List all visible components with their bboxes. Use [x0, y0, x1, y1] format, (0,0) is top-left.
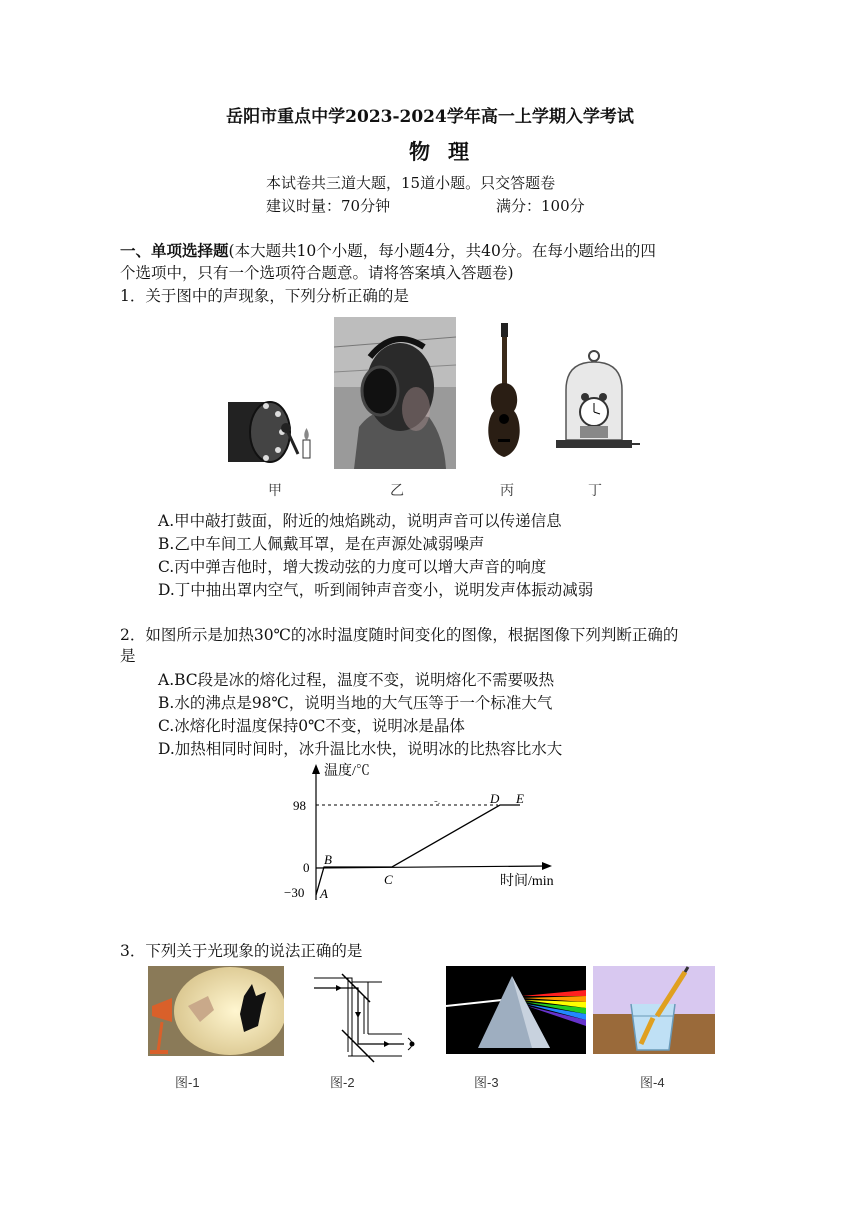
fig-label-yi: 乙 [390, 483, 404, 499]
exam-title: 岳阳市重点中学2023-2024学年高一上学期入学考试 [226, 107, 634, 127]
fig-label-bing: 丙 [500, 483, 514, 499]
worker-earmuff-photo [334, 317, 456, 469]
guitar-figure [484, 323, 524, 463]
section-heading: 一、单项选择题 [120, 241, 229, 260]
q2-option-a: A.BC段是冰的熔化过程，温度不变，说明熔化不需要吸热 [158, 671, 555, 689]
time-limit: 建议时量：70分钟 [266, 197, 391, 215]
glass [631, 1004, 675, 1050]
candle-flame [304, 428, 309, 440]
bell-jar-figure [548, 350, 640, 460]
q2-option-c: C.冰熔化时温度保持0℃不变，说明冰是晶体 [158, 717, 465, 735]
q1-option-d: D.丁中抽出罩内空气，听到闹钟声音变小，说明发声体振动减弱 [158, 581, 594, 599]
exam-note: 本试卷共三道大题，15道小题。只交答题卷 [266, 174, 556, 192]
section-desc-2: 个选项中，只有一个选项符合题意。请将答案填入答题卷) [120, 264, 514, 282]
light-area [174, 967, 284, 1055]
guitar-neck [502, 337, 507, 389]
temperature-time-graph [280, 760, 580, 905]
candle [303, 440, 310, 458]
periscope-figure [312, 972, 424, 1064]
jar-base [556, 440, 632, 448]
fig-caption-3: 图-3 [474, 1075, 499, 1090]
y-axis-arrow [312, 764, 320, 774]
tick-98: 98 [293, 798, 306, 813]
subject-title: 物理 [409, 139, 487, 164]
guitar-head [501, 323, 508, 337]
q2-option-d: D.加热相同时间时，冰升温比水快，说明冰的比热容比水大 [158, 740, 563, 758]
shadow-play-figure [148, 966, 284, 1056]
point-b: B [324, 852, 332, 867]
q2-stem-2: 是 [120, 647, 136, 665]
q1-option-b: B.乙中车间工人佩戴耳罩，是在声源处减弱噪声 [158, 535, 485, 553]
prism-figure [446, 966, 586, 1054]
q1-stem: 1．关于图中的声现象，下列分析正确的是 [120, 287, 409, 305]
temperature-curve [316, 805, 520, 895]
earmuff [362, 367, 398, 415]
fig-caption-2: 图-2 [330, 1075, 355, 1090]
point-c: C [384, 872, 393, 887]
pencil-in-water-figure [593, 966, 715, 1054]
point-e: E [516, 791, 524, 806]
point-d: D [490, 791, 500, 806]
q1-option-c: C.丙中弹吉他时，增大拨动弦的力度可以增大声音的响度 [158, 558, 547, 576]
full-score: 满分：100分 [496, 197, 585, 215]
drum-candle-figure [220, 392, 320, 472]
point-a: A [320, 886, 328, 901]
fig-label-ding: 丁 [588, 483, 602, 499]
q3-stem: 3．下列关于光现象的说法正确的是 [120, 942, 363, 960]
fig-label-jia: 甲 [268, 483, 282, 499]
fig-caption-4: 图-4 [640, 1075, 665, 1090]
tick-minus-30: −30 [284, 885, 305, 900]
tick-0: 0 [303, 860, 310, 875]
fig-caption-1: 图-1 [175, 1075, 200, 1090]
q2-option-b: B.水的沸点是98℃，说明当地的大气压等于一个标准大气 [158, 694, 553, 712]
section-heading-line [120, 240, 760, 262]
q2-stem-1: 2．如图所示是加热30℃的冰时温度随时间变化的图像，根据图像下列判断正确的 [120, 626, 679, 644]
section-desc-1: (本大题共10个小题，每小题4分，共40分。在每小题给出的四 [228, 242, 656, 260]
y-axis-label: 温度/℃ [324, 764, 370, 779]
q1-option-a: A.甲中敲打鼓面，附近的烛焰跳动，说明声音可以传递信息 [158, 512, 562, 530]
svg-text:-.: -. [434, 795, 441, 807]
x-axis-arrow [542, 862, 552, 870]
x-axis-label: 时间/min [500, 874, 554, 889]
